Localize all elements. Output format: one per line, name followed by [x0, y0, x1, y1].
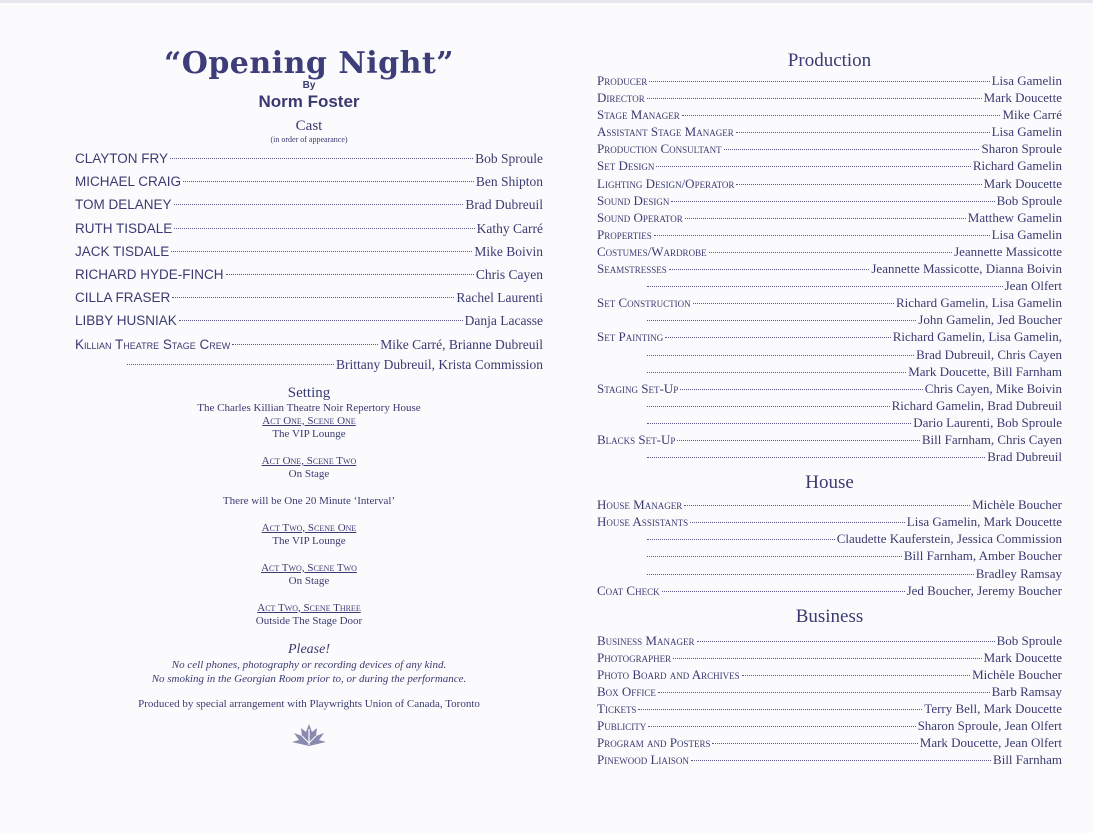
character-name: JACK TISDALE	[75, 243, 170, 259]
dot-leader	[736, 184, 981, 185]
actor-name: Danja Lacasse	[464, 313, 543, 329]
credit-row	[597, 140, 1062, 157]
dot-leader	[658, 692, 990, 693]
cast-row	[75, 240, 543, 263]
dot-leader	[179, 320, 463, 321]
person-names: Terry Bell, Mark Doucette	[924, 701, 1062, 717]
dot-leader	[742, 675, 970, 676]
dot-leader	[226, 274, 474, 275]
person-names: Michèle Boucher	[972, 666, 1062, 682]
dot-leader	[648, 726, 915, 727]
scene-place: Outside The Stage Door	[255, 614, 363, 627]
dot-leader	[662, 591, 905, 592]
person-names: Mark Doucette	[983, 649, 1062, 665]
house-list	[597, 496, 1062, 599]
credit-row	[597, 175, 1062, 192]
character-name: RICHARD HYDE-FINCH	[75, 266, 224, 282]
production-heading: Production	[787, 50, 872, 71]
credit-row-continued	[597, 397, 1062, 414]
actor-name: Bob Sproule	[475, 151, 543, 166]
role-name: Stage Manager	[597, 107, 680, 123]
character-name: Killian Theatre Stage Crew	[75, 336, 231, 352]
role-name: Business Manager	[597, 632, 695, 648]
role-name: Staging Set-Up	[597, 380, 679, 396]
dot-leader	[690, 522, 905, 523]
role-name: Properties	[597, 226, 652, 242]
credit-row	[597, 683, 1062, 700]
person-names: Bill Farnham	[993, 752, 1062, 768]
dot-leader	[647, 355, 914, 356]
dot-leader	[691, 760, 991, 761]
scene-act: Act One, Scene Two	[261, 454, 357, 467]
credit-row-continued	[597, 311, 1062, 328]
dot-leader	[647, 372, 906, 373]
person-names: Chris Cayen, Mike Boivin	[924, 380, 1062, 396]
person-names: Mark Doucette, Jean Olfert	[919, 735, 1062, 751]
role-name: Set Painting	[597, 329, 664, 345]
person-names: Brad Dubreuil	[987, 449, 1062, 465]
credit-row-continued	[597, 414, 1062, 431]
credit-row	[597, 243, 1062, 260]
by-label: By	[302, 80, 316, 91]
dot-leader	[682, 115, 1001, 116]
character-name: TOM DELANEY	[75, 197, 172, 213]
role-name: Photographer	[597, 649, 672, 665]
dot-leader	[174, 204, 464, 205]
cast-row	[75, 263, 543, 286]
credit-row	[597, 734, 1062, 751]
credit-row	[597, 294, 1062, 311]
role-name: Producer	[597, 73, 648, 88]
setting-house: The Charles Killian Theatre Noir Repertory House	[197, 401, 421, 414]
credit-row	[597, 649, 1062, 666]
scene-act: Act Two, Scene One	[261, 521, 357, 534]
dot-leader	[724, 149, 980, 150]
actor-name: Mike Carré, Brianne Dubreuil	[380, 336, 543, 352]
role-name: Box Office	[597, 684, 656, 699]
dot-leader	[677, 440, 920, 441]
role-name: Production Consultant	[597, 141, 722, 157]
cast-row	[75, 147, 543, 170]
credit-row	[597, 431, 1062, 448]
person-names: Richard Gamelin, Lisa Gamelin	[895, 295, 1062, 311]
person-names: Jed Boucher, Jeremy Boucher	[906, 582, 1062, 598]
please-heading: Please!	[288, 641, 330, 657]
actor-name: Ben Shipton	[475, 174, 543, 190]
credit-row	[597, 513, 1062, 530]
credit-row	[597, 89, 1062, 106]
character-name: RUTH TISDALE	[75, 220, 173, 236]
credit-row	[597, 226, 1062, 243]
scene-place: The VIP Lounge	[272, 534, 346, 547]
dot-leader	[684, 505, 970, 506]
person-names: Bradley Ramsay	[975, 565, 1062, 581]
role-name: House Assistants	[597, 514, 689, 530]
dot-leader	[638, 709, 922, 710]
dot-leader	[709, 252, 952, 253]
person-names: Mark Doucette	[983, 175, 1062, 191]
fold-line	[0, 0, 1093, 3]
role-name: Tickets	[597, 701, 637, 717]
role-name: Coat Check	[597, 582, 660, 598]
person-names: Lisa Gamelin, Mark Doucette	[906, 514, 1062, 530]
person-names: Mark Doucette	[983, 90, 1062, 106]
role-name: House Manager	[597, 497, 683, 513]
character-name: MICHAEL CRAIG	[75, 174, 182, 190]
dot-leader	[127, 364, 334, 365]
dot-leader	[649, 81, 989, 82]
credit-row	[597, 123, 1062, 140]
role-name: Blacks Set-Up	[597, 431, 676, 447]
credit-row-continued	[597, 363, 1062, 380]
role-name: Set Design	[597, 158, 655, 174]
person-names: Brad Dubreuil, Chris Cayen	[916, 346, 1062, 362]
role-name: Pinewood Liaison	[597, 752, 689, 768]
person-names: John Gamelin, Jed Boucher	[918, 312, 1062, 328]
credit-row-continued	[597, 565, 1062, 582]
dot-leader	[174, 228, 474, 229]
setting-heading: Setting	[287, 384, 331, 401]
cast-row	[75, 309, 543, 332]
scene-act: Act One, Scene One	[262, 414, 356, 427]
dot-leader	[172, 297, 454, 298]
left-column	[75, 46, 543, 747]
credit-row	[597, 700, 1062, 717]
scene-place: On Stage	[288, 467, 330, 480]
credit-row-continued	[597, 530, 1062, 547]
business-heading: Business	[795, 605, 864, 627]
person-names: Sharon Sproule	[981, 141, 1062, 157]
dot-leader	[647, 320, 916, 321]
credit-row	[597, 380, 1062, 397]
please-line: No cell phones, photography or recording devices of any kind.	[171, 658, 447, 671]
role-name: Sound Design	[597, 192, 670, 208]
character-name: CLAYTON FRY	[75, 151, 169, 166]
dot-leader	[171, 251, 472, 252]
scene-act: Act Two, Scene Two	[261, 561, 357, 574]
cast-row-continued	[75, 356, 543, 373]
author-name: Norm Foster	[258, 92, 360, 111]
credit-row	[597, 632, 1062, 649]
dot-leader	[183, 181, 474, 182]
role-name: Program and Posters	[597, 735, 711, 751]
scene-place: The VIP Lounge	[272, 427, 346, 440]
maple-leaf-icon	[291, 723, 327, 747]
dot-leader	[647, 457, 985, 458]
dot-leader	[647, 286, 1003, 287]
play-title: “Opening Night”	[163, 46, 455, 81]
dot-leader	[647, 406, 890, 407]
person-names: Mike Carré	[1002, 107, 1062, 123]
right-column	[597, 50, 1062, 768]
dot-leader	[647, 98, 982, 99]
credit-row	[597, 192, 1062, 209]
scene-place: On Stage	[288, 574, 330, 587]
character-name: LIBBY HUSNIAK	[75, 313, 177, 329]
credit-row-continued	[597, 277, 1062, 294]
house-heading: House	[805, 472, 854, 494]
interval-note: There will be One 20 Minute ‘Interval’	[222, 494, 396, 507]
dot-leader	[712, 743, 917, 744]
actor-name: Brittany Dubreuil, Krista Commission	[336, 356, 543, 372]
role-name: Photo Board and Archives	[597, 666, 740, 682]
credit-row	[597, 106, 1062, 123]
credit-row	[597, 72, 1062, 89]
cast-list	[75, 147, 543, 373]
dot-leader	[647, 556, 902, 557]
actor-name: Mike Boivin	[474, 243, 543, 259]
dot-leader	[669, 269, 870, 270]
person-names: Jeannette Massicotte	[954, 243, 1062, 259]
credit-row	[597, 666, 1062, 683]
cast-row	[75, 193, 543, 216]
dot-leader	[673, 658, 982, 659]
credit-row	[597, 260, 1062, 277]
person-names: Barb Ramsay	[991, 684, 1062, 699]
credit-row-continued	[597, 448, 1062, 465]
production-list	[597, 72, 1062, 465]
credit-row	[597, 496, 1062, 513]
person-names: Lisa Gamelin	[991, 124, 1062, 140]
role-name: Publicity	[597, 718, 647, 734]
actor-name: Kathy Carré	[476, 220, 543, 236]
person-names: Jean Olfert	[1004, 278, 1062, 294]
cast-row	[75, 217, 543, 240]
dot-leader	[232, 344, 378, 345]
person-names: Bill Farnham, Chris Cayen	[921, 431, 1062, 447]
business-list	[597, 632, 1062, 769]
role-name: Director	[597, 90, 645, 106]
scene-act: Act Two, Scene Three	[257, 601, 361, 614]
actor-name: Rachel Laurenti	[456, 290, 543, 306]
person-names: Jeannette Massicotte, Dianna Boivin	[871, 261, 1062, 277]
cast-row	[75, 333, 543, 356]
person-names: Mark Doucette, Bill Farnham	[908, 363, 1062, 379]
person-names: Bob Sproule	[996, 192, 1062, 208]
person-names: Richard Gamelin, Brad Dubreuil	[891, 397, 1062, 413]
person-names: Richard Gamelin	[972, 158, 1062, 174]
credit-row	[597, 717, 1062, 734]
credit-row	[597, 209, 1062, 226]
person-names: Matthew Gamelin	[967, 209, 1062, 225]
role-name: Lighting Design/Operator	[597, 175, 735, 191]
please-line: No smoking in the Georgian Room prior to, or during the performance.	[151, 672, 467, 685]
cast-heading: Cast	[295, 118, 323, 134]
credit-row-continued	[597, 346, 1062, 363]
dot-leader	[656, 166, 970, 167]
dot-leader	[647, 423, 911, 424]
actor-name: Brad Dubreuil	[465, 197, 543, 213]
person-names: Bob Sproule	[996, 632, 1062, 648]
character-name: CILLA FRASER	[75, 290, 171, 306]
role-name: Seamstresses	[597, 261, 667, 277]
cast-note: (in order of appearance)	[270, 135, 348, 144]
dot-leader	[665, 337, 890, 338]
dot-leader	[736, 132, 990, 133]
role-name: Costumes/Wardrobe	[597, 243, 707, 259]
dot-leader	[647, 539, 835, 540]
dot-leader	[685, 218, 966, 219]
credit-row	[597, 582, 1062, 599]
person-names: Richard Gamelin, Lisa Gamelin,	[892, 329, 1062, 345]
person-names: Lisa Gamelin	[991, 226, 1062, 242]
cast-row	[75, 286, 543, 309]
dot-leader	[693, 303, 894, 304]
dot-leader	[697, 641, 995, 642]
cast-row	[75, 170, 543, 193]
person-names: Sharon Sproule, Jean Olfert	[917, 718, 1062, 734]
dot-leader	[680, 389, 923, 390]
person-names: Claudette Kauferstein, Jessica Commission	[836, 531, 1062, 547]
production-credit: Produced by special arrangement with Playwrights Union of Canada, Toronto	[138, 697, 480, 710]
credit-row-continued	[597, 547, 1062, 564]
credit-row	[597, 328, 1062, 345]
person-names: Lisa Gamelin	[991, 73, 1062, 88]
person-names: Michèle Boucher	[972, 497, 1062, 513]
role-name: Assistant Stage Manager	[597, 124, 734, 140]
dot-leader	[647, 574, 974, 575]
actor-name: Chris Cayen	[475, 266, 543, 282]
credit-row	[597, 157, 1062, 174]
dot-leader	[654, 235, 990, 236]
dot-leader	[671, 201, 994, 202]
person-names: Dario Laurenti, Bob Sproule	[913, 414, 1062, 430]
credit-row	[597, 751, 1062, 768]
role-name: Set Construction	[597, 295, 691, 311]
role-name: Sound Operator	[597, 209, 683, 225]
person-names: Bill Farnham, Amber Boucher	[903, 548, 1062, 564]
dot-leader	[170, 158, 473, 159]
